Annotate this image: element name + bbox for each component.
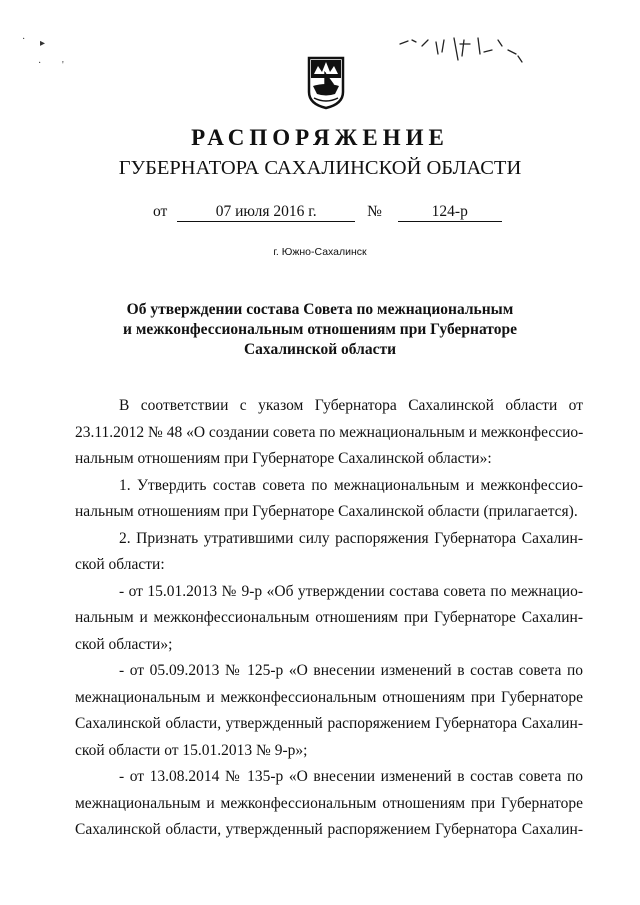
scan-mark-icon: · xyxy=(38,58,42,69)
handwritten-signature xyxy=(398,32,528,72)
coat-of-arms-icon xyxy=(306,56,346,110)
body-line: нальным и межконфессиональным отношениям при Губернаторе Сахалин- xyxy=(75,609,583,626)
heading-line: Об утверждении состава Совета по межнациональным xyxy=(126,301,514,318)
scan-mark-icon: ' xyxy=(62,60,64,71)
body-line: нальным отношениям при Губернаторе Сахалинской области»: xyxy=(75,450,492,467)
scan-mark-icon: ▸ xyxy=(40,38,46,49)
body-line: Сахалинской области, утвержденный распоряжением Губернатора Сахалин- xyxy=(75,715,583,732)
number-field: 124-р xyxy=(398,203,502,222)
number-label: № xyxy=(367,203,382,220)
body-line: 1. Утвердить состав совета по межнациональным и межконфессио- xyxy=(119,476,583,494)
body-line: 23.11.2012 № 48 «О создании совета по межнациональным и межконфессио- xyxy=(75,423,584,441)
body-line: межнациональным и межконфессиональным отношениям при Губернаторе xyxy=(75,688,583,706)
body-line: - от 13.08.2014 № 135-р «О внесении изменений в состав совета по xyxy=(119,768,583,785)
document-heading xyxy=(110,300,530,360)
body-line: - от 15.01.2013 № 9-р «Об утверждении состава совета по межнацио- xyxy=(119,582,583,600)
date-field: 07 июля 2016 г. xyxy=(177,203,355,222)
document-subtitle: ГУБЕРНАТОРА САХАЛИНСКОЙ ОБЛАСТИ xyxy=(118,157,522,179)
heading-line: и межконфессиональным отношениям при Губернаторе xyxy=(123,321,517,338)
body-line: 2. Признать утратившими силу распоряжения Губернатора Сахалин- xyxy=(119,529,583,547)
body-line: ской области: xyxy=(75,556,165,573)
scan-mark-icon: · xyxy=(22,34,26,45)
heading-line: Сахалинской области xyxy=(243,341,397,358)
city-line: г. Южно-Сахалинск xyxy=(273,246,367,258)
body-line: Сахалинской области, утвержденный распоряжением Губернатора Сахалин- xyxy=(75,821,583,838)
dateline xyxy=(153,203,502,222)
body-line: межнациональным и межконфессиональным отношениям при Губернаторе xyxy=(75,794,583,812)
document-title: РАСПОРЯЖЕНИЕ xyxy=(191,125,449,150)
body-line: ской области»; xyxy=(75,635,173,653)
body-line: нальным отношениям при Губернаторе Сахалинской области (прилагается). xyxy=(75,503,578,520)
body-line: В соответствии с указом Губернатора Сахалинской области от xyxy=(119,397,583,414)
document-body xyxy=(75,393,583,844)
body-line: ской области от 15.01.2013 № 9-р»; xyxy=(75,741,308,759)
body-line: - от 05.09.2013 № 125-р «О внесении изменений в состав совета по xyxy=(119,662,583,679)
date-label: от xyxy=(153,203,168,220)
